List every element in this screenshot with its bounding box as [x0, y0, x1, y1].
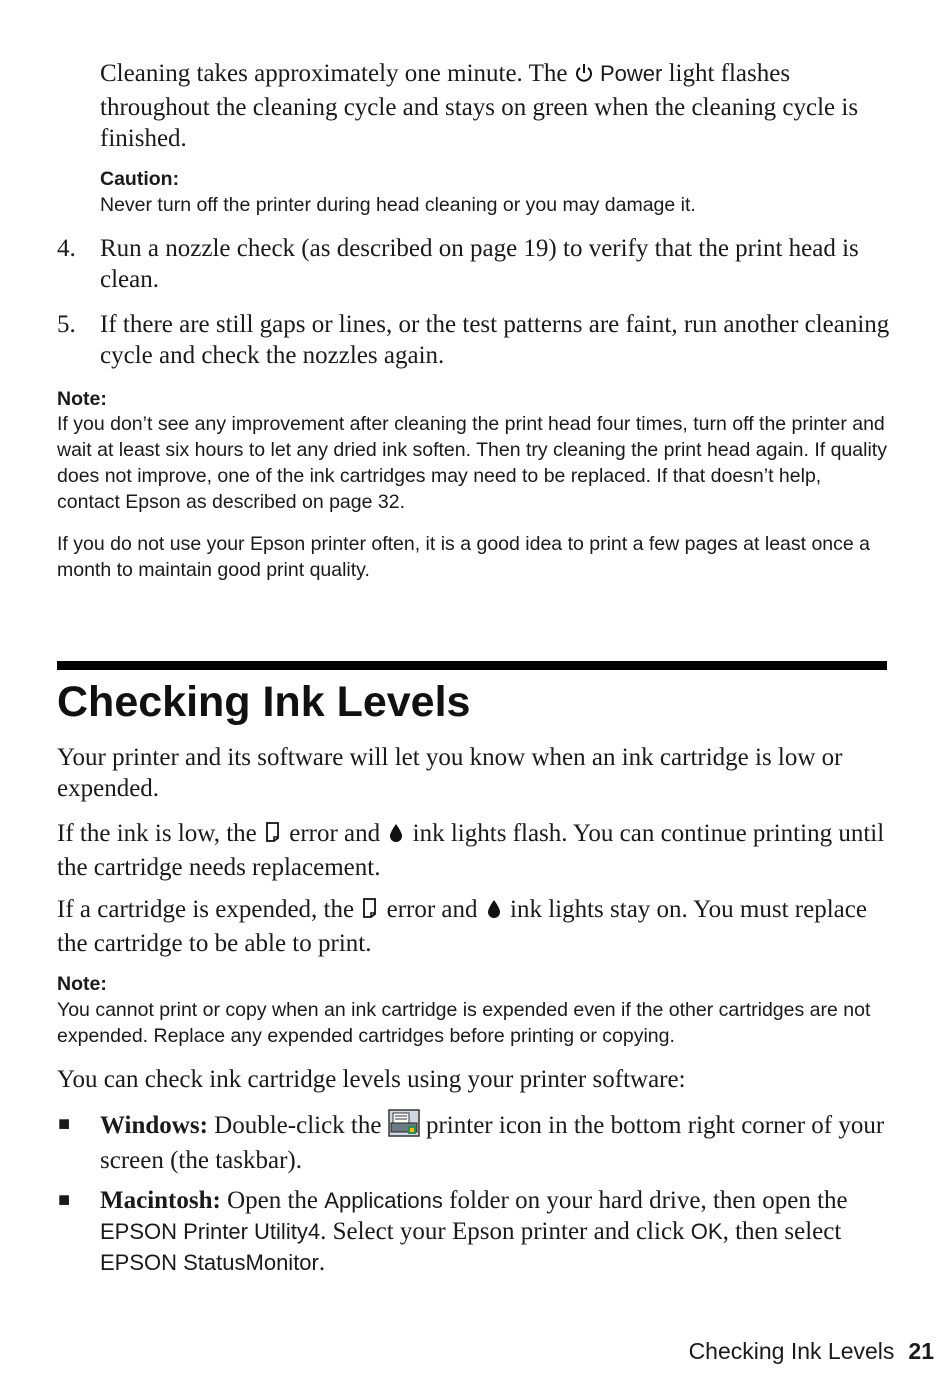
section-title: Checking Ink Levels	[57, 678, 471, 726]
note-label: Note:	[57, 388, 107, 410]
section-rule	[57, 661, 887, 670]
note-text: You cannot print or copy when an ink cartridge is expended even if the other cartridges are not expended. Replace any expended cartridges before printing or copying.	[57, 999, 871, 1047]
page-number: 21	[908, 1338, 934, 1364]
step-number: 5.	[57, 311, 76, 338]
step-number: 4.	[57, 235, 76, 262]
note-text: If you don’t see any improvement after cleaning the print head four times, turn off the printer and wait at least six hours to let any dried ink soften. Then try cleaning the print head again. If quality does not improve, one of the ink cartridges may need to be replaced. If that doesn’t help, contact Epson as described on page 32.	[57, 413, 887, 513]
footer-section: Checking Ink Levels	[688, 1338, 895, 1364]
ink-low-paragraph: If the ink is low, the error and ink lights flash. You can continue printing until the cartridge needs replacement.	[57, 820, 885, 881]
macintosh-bullet: ■ Macintosh: Open the Applications folder on your hard drive, then open the EPSON Printer Utility4. Select your Epson printer and click OK, then select EPSON StatusMonitor.	[58, 1187, 848, 1276]
ink-drop-icon	[386, 821, 406, 852]
ink-expended-paragraph: If a cartridge is expended, the error and ink lights stay on. You must replace the cartridge to be able to print.	[57, 896, 867, 957]
step-5	[57, 309, 890, 371]
printer-tray-icon	[388, 1109, 420, 1145]
power-icon	[574, 61, 594, 92]
power-label: Power	[599, 61, 663, 86]
step-4	[57, 233, 890, 295]
ok-label: OK	[690, 1219, 723, 1244]
cleaning-paragraph: Cleaning takes approximately one minute. The Power light flashes throughout the cleaning cycle and stays on green when the cleaning cycle is finished.	[100, 60, 859, 152]
windows-bullet: ■ Windows: Double-click the printer icon in the bottom right corner of your screen (the taskbar).	[100, 1109, 890, 1176]
macintosh-label: Macintosh:	[100, 1187, 221, 1214]
maintenance-tip: If you do not use your Epson printer often, it is a good idea to print a few pages at least once a month to maintain good print quality.	[57, 533, 871, 581]
applications-folder: Applications	[324, 1188, 443, 1213]
bullet-square-icon: ■	[58, 1189, 71, 1211]
error-icon	[263, 820, 283, 852]
note-label: Note:	[57, 973, 107, 995]
ink-drop-icon	[484, 897, 504, 928]
windows-label: Windows:	[100, 1112, 208, 1139]
step-text: Run a nozzle check (as described on page 19) to verify that the print head is clean.	[100, 235, 859, 293]
page-footer	[689, 1338, 934, 1365]
caution-text: Never turn off the printer during head cleaning or you may damage it.	[100, 194, 696, 216]
error-icon	[360, 896, 380, 928]
intro-paragraph: Your printer and its software will let you know when an ink cartridge is low or expended.	[57, 744, 843, 802]
printer-utility: EPSON Printer Utility4	[100, 1219, 321, 1244]
caution-label: Caution:	[100, 168, 180, 190]
status-monitor: EPSON StatusMonitor	[100, 1250, 319, 1275]
software-intro: You can check ink cartridge levels using your printer software:	[57, 1066, 686, 1093]
bullet-square-icon: ■	[58, 1113, 71, 1135]
step-text: If there are still gaps or lines, or the test patterns are faint, run another cleaning cycle and check the nozzles again.	[100, 311, 890, 369]
